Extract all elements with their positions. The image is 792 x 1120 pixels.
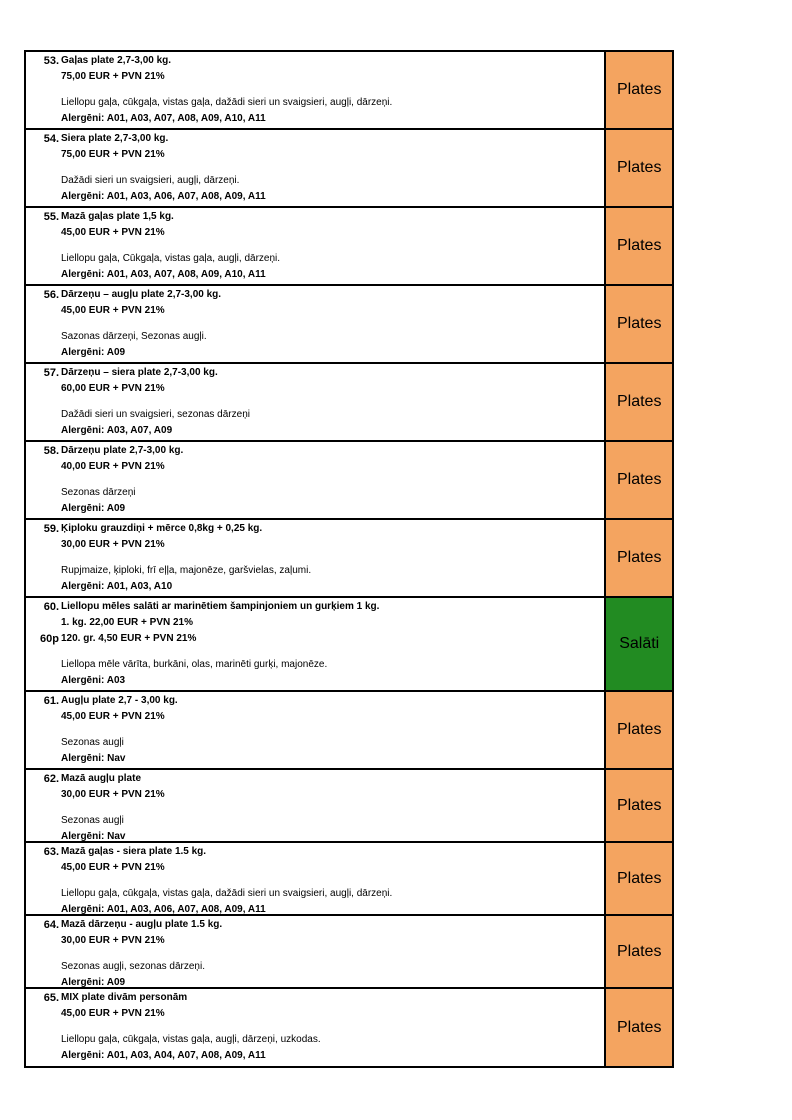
item-price: 75,00 EUR + PVN 21% bbox=[61, 71, 165, 82]
category-label: Plates bbox=[604, 286, 672, 362]
item-allergens: Alergēni: A09 bbox=[61, 347, 126, 358]
menu-item-details bbox=[26, 52, 604, 128]
item-description: Liellopu gaļa, Cūkgaļa, vistas gaļa, augļi, dārzeņi. bbox=[61, 253, 281, 264]
item-title: MIX plate divām personām bbox=[61, 992, 188, 1003]
item-price: 75,00 EUR + PVN 21% bbox=[61, 149, 165, 160]
item-title: Dārzeņu – augļu plate 2,7-3,00 kg. bbox=[61, 289, 222, 300]
item-number: 57. bbox=[43, 367, 59, 379]
category-label: Plates bbox=[604, 208, 672, 284]
category-label: Plates bbox=[604, 442, 672, 518]
item-price: 45,00 EUR + PVN 21% bbox=[61, 711, 165, 722]
item-number: 54. bbox=[43, 133, 59, 145]
item-allergens: Alergēni: Nav bbox=[61, 753, 126, 764]
item-number: 61. bbox=[43, 695, 59, 707]
item-title: Gaļas plate 2,7-3,00 kg. bbox=[61, 55, 172, 66]
category-label: Plates bbox=[604, 770, 672, 841]
menu-item-details bbox=[26, 520, 604, 596]
item-number: 58. bbox=[43, 445, 59, 457]
item-number: 56. bbox=[43, 289, 59, 301]
item-number: 64. bbox=[43, 919, 59, 931]
menu-item-row bbox=[26, 598, 672, 692]
item-title: Augļu plate 2,7 - 3,00 kg. bbox=[61, 695, 178, 706]
item-price: 45,00 EUR + PVN 21% bbox=[61, 1008, 165, 1019]
menu-item-details bbox=[26, 364, 604, 440]
menu-item-details bbox=[26, 692, 604, 768]
item-allergens: Alergēni: A09 bbox=[61, 503, 126, 514]
item-description: Liellopu gaļa, cūkgaļa, vistas gaļa, dažādi sieri un svaigsieri, augļi, dārzeņi. bbox=[61, 97, 393, 108]
menu-item-details bbox=[26, 130, 604, 206]
menu-item-row bbox=[26, 843, 672, 916]
item-description: Sazonas dārzeņi, Sezonas augļi. bbox=[61, 331, 207, 342]
item-allergens: Alergēni: A01, A03, A06, A07, A08, A09, A11 bbox=[61, 904, 266, 915]
item-price: 60,00 EUR + PVN 21% bbox=[61, 383, 165, 394]
menu-item-row bbox=[26, 989, 672, 1066]
item-allergens: Alergēni: A09 bbox=[61, 977, 126, 988]
menu-item-details bbox=[26, 286, 604, 362]
item-price: 45,00 EUR + PVN 21% bbox=[61, 305, 165, 316]
item-number: 62. bbox=[43, 773, 59, 785]
item-allergens: Alergēni: A01, A03, A06, A07, A08, A09, A11 bbox=[61, 191, 266, 202]
menu-item-row bbox=[26, 692, 672, 770]
item-description: Liellopa mēle vārīta, burkāni, olas, marinēti gurķi, majonēze. bbox=[61, 659, 328, 670]
category-label: Plates bbox=[604, 989, 672, 1066]
item-description: Sezonas augļi bbox=[61, 815, 124, 826]
item-number: 65. bbox=[43, 992, 59, 1004]
item-title: Liellopu mēles salāti ar marinētiem šampinjoniem un gurķiem 1 kg. bbox=[61, 601, 380, 612]
item-allergens: Alergēni: A01, A03, A07, A08, A09, A10, A11 bbox=[61, 113, 266, 124]
item-description: Liellopu gaļa, cūkgaļa, vistas gaļa, augļi, dārzeņi, uzkodas. bbox=[61, 1034, 321, 1045]
menu-item-details bbox=[26, 442, 604, 518]
menu-item-row bbox=[26, 286, 672, 364]
menu-item-details bbox=[26, 989, 604, 1066]
item-number: 59. bbox=[43, 523, 59, 535]
category-label: Plates bbox=[604, 692, 672, 768]
item-description: Sezonas dārzeņi bbox=[61, 487, 136, 498]
item-number: 63. bbox=[43, 846, 59, 858]
item-title: Dārzeņu – siera plate 2,7-3,00 kg. bbox=[61, 367, 218, 378]
item-price: 45,00 EUR + PVN 21% bbox=[61, 227, 165, 238]
item-description: Sezonas augļi, sezonas dārzeņi. bbox=[61, 961, 205, 972]
category-label: Plates bbox=[604, 364, 672, 440]
item-title: Mazā dārzeņu - augļu plate 1.5 kg. bbox=[61, 919, 223, 930]
item-allergens: Alergēni: A03 bbox=[61, 675, 126, 686]
item-number: 53. bbox=[43, 55, 59, 67]
item-description: Dažādi sieri un svaigsieri, sezonas dārzeņi bbox=[61, 409, 250, 420]
menu-item-row bbox=[26, 442, 672, 520]
item-description: Liellopu gaļa, cūkgaļa, vistas gaļa, dažādi sieri un svaigsieri, augļi, dārzeņi. bbox=[61, 888, 393, 899]
category-label: Plates bbox=[604, 130, 672, 206]
menu-item-row bbox=[26, 130, 672, 208]
item-number: 60. bbox=[43, 601, 59, 613]
item-title: Mazā gaļas plate 1,5 kg. bbox=[61, 211, 174, 222]
item-description: Sezonas augļi bbox=[61, 737, 124, 748]
item-title: Ķiploku grauzdiņi + mērce 0,8kg + 0,25 kg. bbox=[61, 523, 263, 534]
category-label: Plates bbox=[604, 52, 672, 128]
item-description: Dažādi sieri un svaigsieri, augļi, dārzeņi. bbox=[61, 175, 240, 186]
item-price: 40,00 EUR + PVN 21% bbox=[61, 461, 165, 472]
item-price: 30,00 EUR + PVN 21% bbox=[61, 539, 165, 550]
item-allergens: Alergēni: Nav bbox=[61, 831, 126, 842]
category-label: Plates bbox=[604, 520, 672, 596]
item-price: 30,00 EUR + PVN 21% bbox=[61, 935, 165, 946]
menu-item-row bbox=[26, 364, 672, 442]
menu-item-details bbox=[26, 770, 604, 841]
item-allergens: Alergēni: A03, A07, A09 bbox=[61, 425, 173, 436]
menu-item-row bbox=[26, 520, 672, 598]
menu-item-row bbox=[26, 208, 672, 286]
item-price-portion: 120. gr. 4,50 EUR + PVN 21% bbox=[61, 633, 197, 644]
menu-item-details bbox=[26, 916, 604, 987]
item-title: Siera plate 2,7-3,00 kg. bbox=[61, 133, 169, 144]
item-allergens: Alergēni: A01, A03, A10 bbox=[61, 581, 173, 592]
item-number: 55. bbox=[43, 211, 59, 223]
item-title: Mazā gaļas - siera plate 1.5 kg. bbox=[61, 846, 207, 857]
menu-item-details bbox=[26, 843, 604, 914]
category-label: Salāti bbox=[604, 598, 672, 690]
menu-item-details bbox=[26, 598, 604, 690]
category-label: Plates bbox=[604, 843, 672, 914]
item-price: 45,00 EUR + PVN 21% bbox=[61, 862, 165, 873]
item-price: 30,00 EUR + PVN 21% bbox=[61, 789, 165, 800]
item-title: Dārzeņu plate 2,7-3,00 kg. bbox=[61, 445, 184, 456]
menu-item-details bbox=[26, 208, 604, 284]
menu-item-row bbox=[26, 770, 672, 843]
category-label: Plates bbox=[604, 916, 672, 987]
item-description: Rupjmaize, ķiploki, frī eļļa, majonēze, garšvielas, zaļumi. bbox=[61, 565, 312, 576]
menu-item-row bbox=[26, 916, 672, 989]
item-allergens: Alergēni: A01, A03, A04, A07, A08, A09, A11 bbox=[61, 1050, 266, 1061]
menu-table bbox=[24, 50, 674, 1068]
item-price: 1. kg. 22,00 EUR + PVN 21% bbox=[61, 617, 194, 628]
menu-item-row bbox=[26, 52, 672, 130]
item-title: Mazā augļu plate bbox=[61, 773, 142, 784]
item-allergens: Alergēni: A01, A03, A07, A08, A09, A10, A11 bbox=[61, 269, 266, 280]
item-number-portion: 60p bbox=[40, 633, 59, 645]
